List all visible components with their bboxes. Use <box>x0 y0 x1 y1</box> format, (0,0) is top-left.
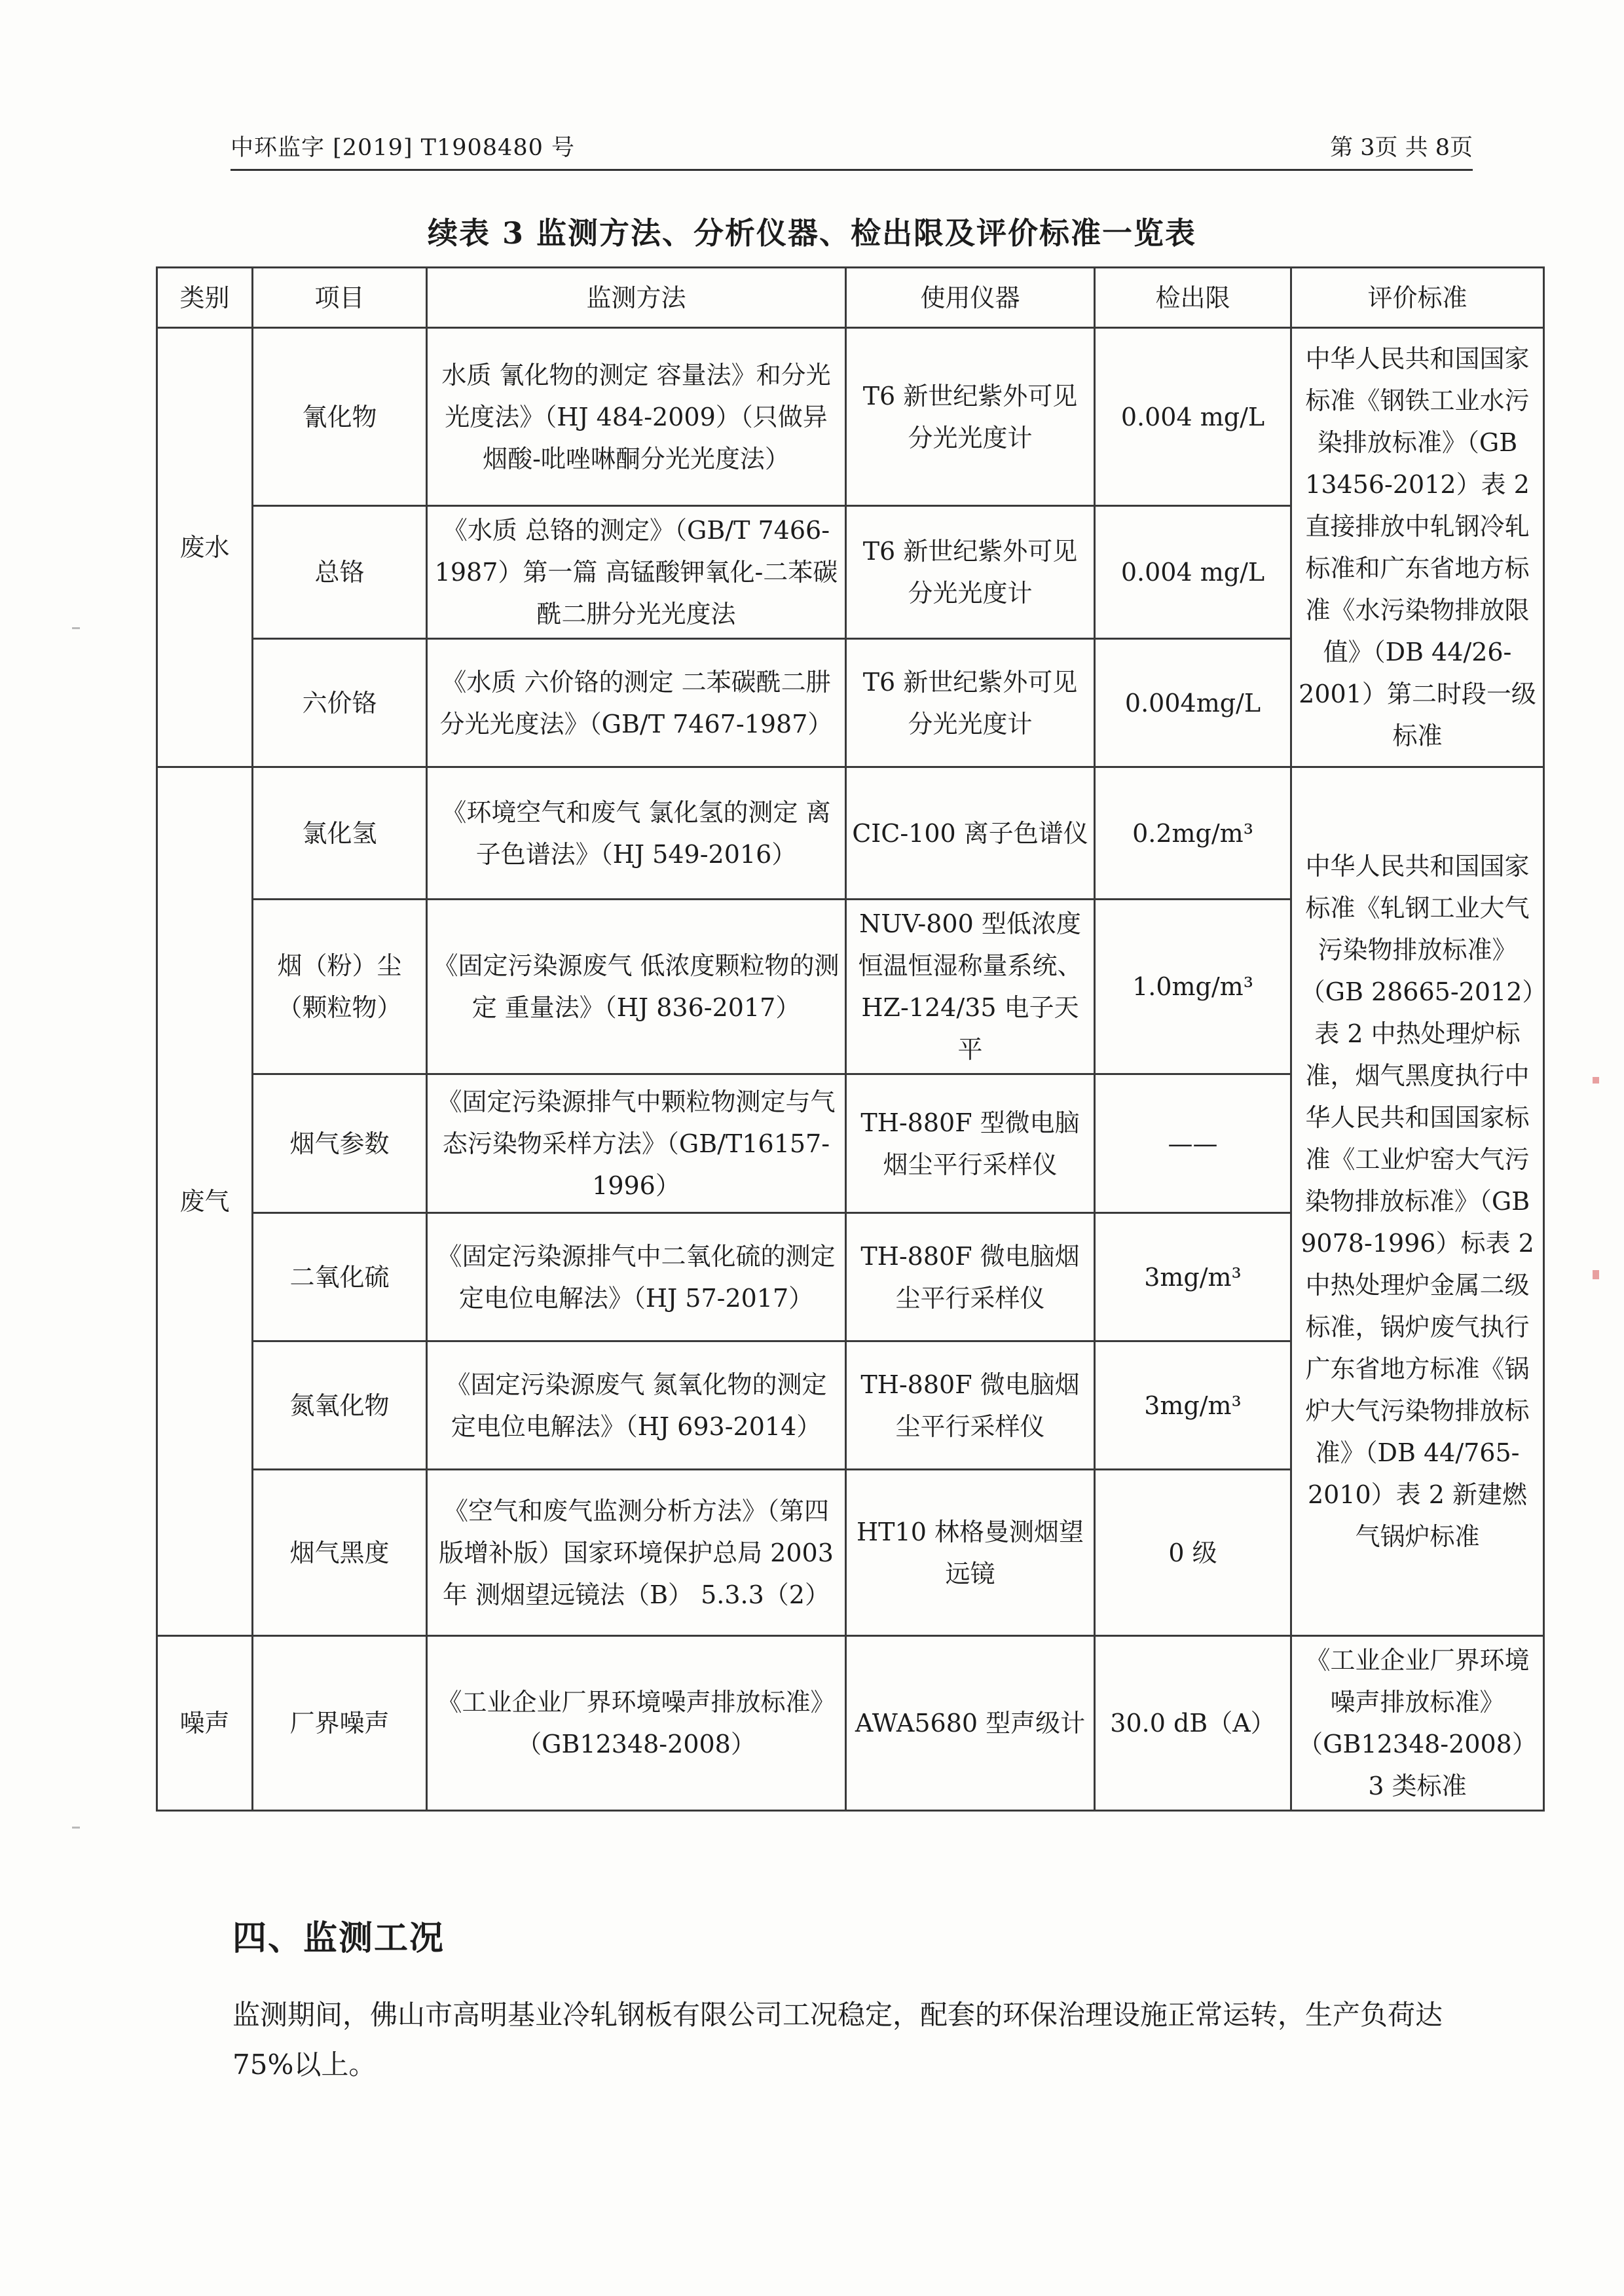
method-cell: 《固定污染源排气中颗粒物测定与气态污染物采样方法》（GB/T16157-1996） <box>427 1074 846 1213</box>
category-cell: 废气 <box>157 767 253 1636</box>
limit-cell: 0.2mg/m³ <box>1095 767 1291 900</box>
method-cell: 《固定污染源废气 氮氧化物的测定 定电位电解法》（HJ 693-2014） <box>427 1341 846 1470</box>
instrument-cell: NUV-800 型低浓度恒温恒湿称量系统、HZ-124/35 电子天平 <box>846 900 1095 1074</box>
section-paragraph: 监测期间，佛山市高明基业冷轧钢板有限公司工况稳定，配套的环保治理设施正常运转，生产负荷达 75%以上。 <box>232 1999 1443 2081</box>
header-doc-number: 中环监字 [2019] T1908480 号 <box>231 135 575 161</box>
monitoring-methods-table <box>156 266 1545 1812</box>
item-cell: 氮氧化物 <box>253 1341 427 1470</box>
table-row <box>157 328 1544 506</box>
item-cell: 氯化氢 <box>253 767 427 900</box>
limit-cell: —— <box>1095 1074 1291 1213</box>
item-cell: 烟（粉）尘（颗粒物） <box>253 900 427 1074</box>
category-cell: 噪声 <box>157 1636 253 1811</box>
table-row <box>157 1636 1544 1811</box>
method-cell: 《固定污染源排气中二氧化硫的测定 定电位电解法》（HJ 57-2017） <box>427 1213 846 1341</box>
scan-mark <box>72 627 80 629</box>
item-cell: 烟气黑度 <box>253 1470 427 1636</box>
limit-cell: 30.0 dB（A） <box>1095 1636 1291 1811</box>
limit-cell: 3mg/m³ <box>1095 1341 1291 1470</box>
item-cell: 厂界噪声 <box>253 1636 427 1811</box>
scan-mark <box>1593 1077 1599 1084</box>
instrument-cell: TH-880F 微电脑烟尘平行采样仪 <box>846 1341 1095 1470</box>
instrument-cell: HT10 林格曼测烟望远镜 <box>846 1470 1095 1636</box>
column-header: 类别 <box>157 268 253 328</box>
scan-mark <box>72 1827 80 1829</box>
column-header: 项目 <box>253 268 427 328</box>
table-row <box>157 767 1544 900</box>
method-cell: 《空气和废气监测分析方法》（第四版增补版）国家环境保护总局 2003 年 测烟望远镜法（B） 5.3.3（2） <box>427 1470 846 1636</box>
instrument-cell: TH-880F 微电脑烟尘平行采样仪 <box>846 1213 1095 1341</box>
header-page-info: 第 3页 共 8页 <box>1330 135 1473 161</box>
limit-cell: 0.004 mg/L <box>1095 506 1291 639</box>
instrument-cell: TH-880F 型微电脑烟尘平行采样仪 <box>846 1074 1095 1213</box>
method-cell: 《水质 六价铬的测定 二苯碳酰二肼分光光度法》（GB/T 7467-1987） <box>427 639 846 767</box>
instrument-cell: T6 新世纪紫外可见分光光度计 <box>846 639 1095 767</box>
instrument-cell: T6 新世纪紫外可见分光光度计 <box>846 328 1095 506</box>
column-header: 检出限 <box>1095 268 1291 328</box>
method-cell: 《工业企业厂界环境噪声排放标准》（GB12348-2008） <box>427 1636 846 1811</box>
method-cell: 水质 氰化物的测定 容量法》和分光光度法》（HJ 484-2009）（只做异烟酸-吡唑啉酮分光光度法） <box>427 328 846 506</box>
item-cell: 二氧化硫 <box>253 1213 427 1341</box>
standard-cell: 中华人民共和国国家标准《轧钢工业大气污染物排放标准》（GB 28665-2012）表 2 中热处理炉标准，烟气黑度执行中华人民共和国国家标准《工业炉窑大气污染物排放标准》（GB 9078-1996）标表 2 中热处理炉金属二级标准，锅炉废气执行广东省地方标准《锅炉大气污染物排放标准》（DB 44/765-2010）表 2 新建燃气锅炉标准 <box>1291 767 1544 1636</box>
column-header: 评价标准 <box>1291 268 1544 328</box>
method-cell: 《水质 总铬的测定》（GB/T 7466-1987）第一篇 高锰酸钾氧化-二苯碳酰二肼分光光度法 <box>427 506 846 639</box>
limit-cell: 3mg/m³ <box>1095 1213 1291 1341</box>
item-cell: 六价铬 <box>253 639 427 767</box>
limit-cell: 1.0mg/m³ <box>1095 900 1291 1074</box>
item-cell: 总铬 <box>253 506 427 639</box>
instrument-cell: AWA5680 型声级计 <box>846 1636 1095 1811</box>
standard-cell: 《工业企业厂界环境噪声排放标准》（GB12348-2008）3 类标准 <box>1291 1636 1544 1811</box>
limit-cell: 0 级 <box>1095 1470 1291 1636</box>
section-heading: 四、监测工况 <box>232 1918 445 1958</box>
instrument-cell: T6 新世纪紫外可见分光光度计 <box>846 506 1095 639</box>
limit-cell: 0.004mg/L <box>1095 639 1291 767</box>
limit-cell: 0.004 mg/L <box>1095 328 1291 506</box>
item-cell: 氰化物 <box>253 328 427 506</box>
table-title: 续表 3 监测方法、分析仪器、检出限及评价标准一览表 <box>427 215 1197 251</box>
method-cell: 《环境空气和废气 氯化氢的测定 离子色谱法》（HJ 549-2016） <box>427 767 846 900</box>
standard-cell: 中华人民共和国国家标准《钢铁工业水污染排放标准》（GB 13456-2012）表 2 直接排放中轧钢冷轧标准和广东省地方标准《水污染物排放限值》（DB 44/26-2001）第二时段一级标准 <box>1291 328 1544 767</box>
scan-mark <box>1593 1270 1599 1279</box>
category-cell: 废水 <box>157 328 253 767</box>
column-header: 使用仪器 <box>846 268 1095 328</box>
item-cell: 烟气参数 <box>253 1074 427 1213</box>
column-header: 监测方法 <box>427 268 846 328</box>
table-header-row <box>157 268 1544 328</box>
header-rule <box>231 169 1473 171</box>
method-cell: 《固定污染源废气 低浓度颗粒物的测定 重量法》（HJ 836-2017） <box>427 900 846 1074</box>
instrument-cell: CIC-100 离子色谱仪 <box>846 767 1095 900</box>
